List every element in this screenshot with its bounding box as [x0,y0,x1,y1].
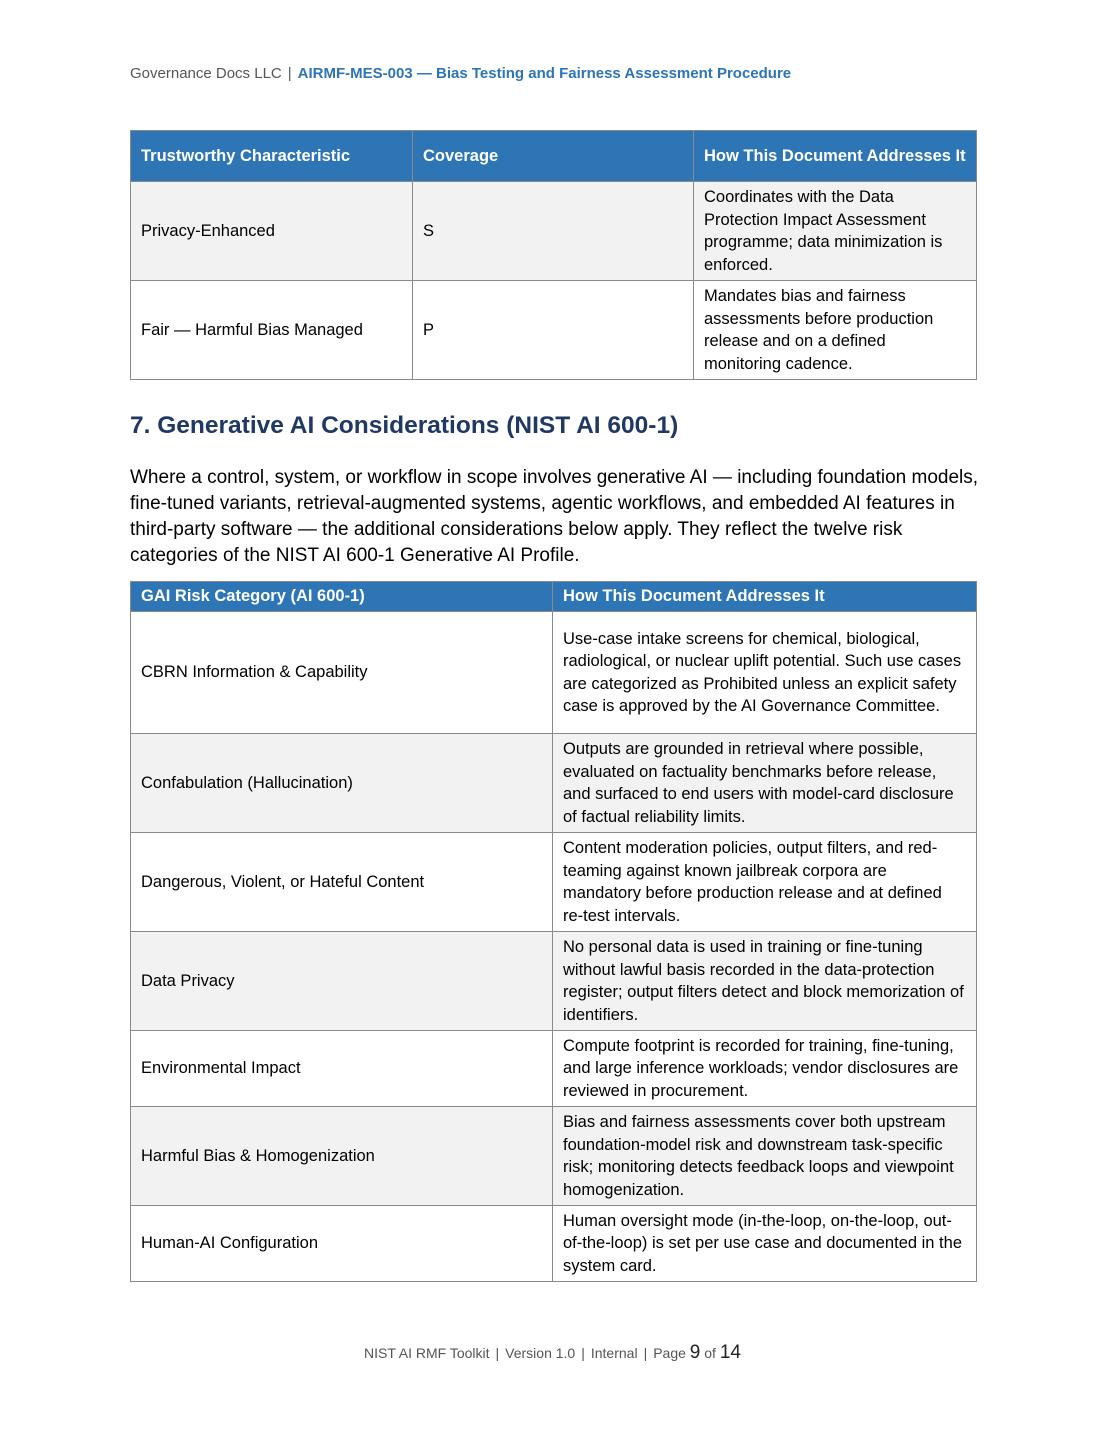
characteristic-cell: Fair — Harmful Bias Managed [131,281,413,380]
table-header-row [131,131,977,182]
coverage-cell: P [413,281,694,380]
gai-risk-category-table [130,581,977,1282]
how-cell: Outputs are grounded in retrieval where possible, evaluated on factuality benchmarks before release, and surfaced to end users with model-card disclosure of factual reliability limits. [553,734,977,833]
table-row [131,932,977,1031]
category-cell: Human-AI Configuration [131,1206,553,1282]
column-header-how: How This Document Addresses It [553,582,977,612]
how-cell: Compute footprint is recorded for training, fine-tuning, and large inference workloads; vendor disclosures are reviewed in procurement. [553,1031,977,1107]
coverage-cell: S [413,182,694,281]
category-cell: Confabulation (Hallucination) [131,734,553,833]
how-cell: Content moderation policies, output filters, and red-teaming against known jailbreak corpora are mandatory before production release and at defined re-test intervals. [553,833,977,932]
footer-classification: Internal [590,1345,638,1361]
table-row [131,833,977,932]
trustworthy-characteristics-table [130,130,977,380]
footer-separator: | [495,1345,500,1361]
column-header-characteristic: Trustworthy Characteristic [131,131,413,182]
table-row [131,281,977,380]
header-separator: | [287,65,292,82]
footer-toolkit: NIST AI RMF Toolkit [364,1345,490,1361]
document-title: AIRMF-MES-003 — Bias Testing and Fairness Assessment Procedure [297,65,792,82]
category-cell: Data Privacy [131,932,553,1031]
table-header-row [131,582,977,612]
category-cell: CBRN Information & Capability [131,612,553,734]
how-cell: Coordinates with the Data Protection Impact Assessment programme; data minimization is enforced. [694,182,977,281]
section-intro-paragraph: Where a control, system, or workflow in scope involves generative AI — including foundation models, fine-tuned variants, retrieval-augmented systems, agentic workflows, and embedded AI features in third-party software — the additional considerations below apply. They reflect the twelve risk categories of the NIST AI 600-1 Generative AI Profile. [130,467,979,566]
characteristic-cell: Privacy-Enhanced [131,182,413,281]
category-cell: Dangerous, Violent, or Hateful Content [131,833,553,932]
page-footer [0,1342,1105,1364]
page-header [130,65,791,82]
footer-version: Version 1.0 [505,1345,576,1361]
column-header-category: GAI Risk Category (AI 600-1) [131,582,553,612]
how-cell: No personal data is used in training or fine-tuning without lawful basis recorded in the data-protection register; output filters detect and block memorization of identifiers. [553,932,977,1031]
how-cell: Human oversight mode (in-the-loop, on-the-loop, out-of-the-loop) is set per use case and documented in the system card. [553,1206,977,1282]
footer-page-label: Page [653,1345,686,1361]
footer-of-label: of [704,1345,716,1361]
table-row [131,1031,977,1107]
category-cell: Environmental Impact [131,1031,553,1107]
company-name: Governance Docs LLC [130,65,282,82]
how-cell: Mandates bias and fairness assessments before production release and on a defined monitoring cadence. [694,281,977,380]
section-heading: 7. Generative AI Considerations (NIST AI 600-1) [130,412,679,439]
column-header-coverage: Coverage [413,131,694,182]
column-header-how: How This Document Addresses It [694,131,977,182]
table-row [131,1107,977,1206]
how-cell: Use-case intake screens for chemical, biological, radiological, or nuclear uplift potential. Such use cases are categorized as Prohibited unless an explicit safety case is approved by the AI Governance Committee. [553,612,977,734]
table-row [131,734,977,833]
table-row [131,612,977,734]
table-row [131,182,977,281]
footer-page-total: 14 [719,1342,741,1363]
footer-separator: | [581,1345,585,1361]
category-cell: Harmful Bias & Homogenization [131,1107,553,1206]
how-cell: Bias and fairness assessments cover both upstream foundation-model risk and downstream task-specific risk; monitoring detects feedback loops and viewpoint homogenization. [553,1107,977,1206]
table-row [131,1206,977,1282]
footer-separator: | [643,1345,648,1361]
footer-page-number: 9 [689,1342,701,1363]
